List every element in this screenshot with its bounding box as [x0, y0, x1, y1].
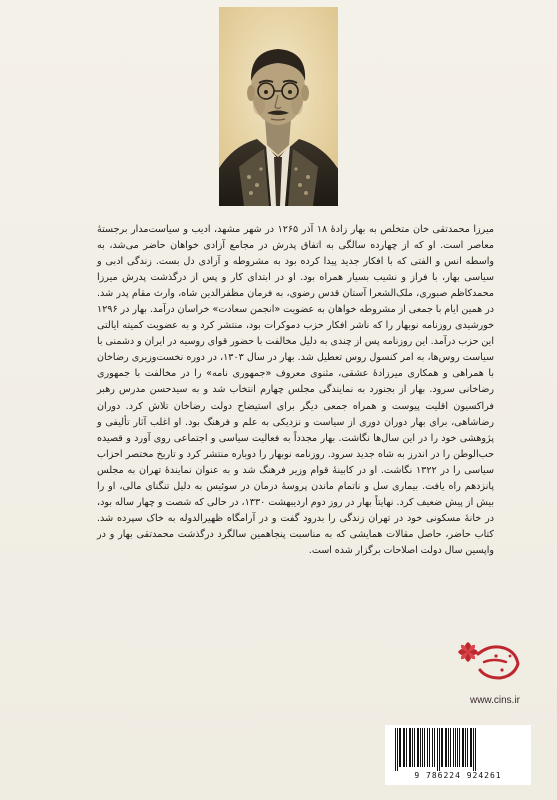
barcode-bar: [403, 728, 405, 767]
barcode-bar: [462, 728, 464, 767]
barcode-bar: [448, 728, 449, 767]
barcode-bar: [465, 728, 466, 767]
barcode-bar: [409, 728, 411, 767]
barcode-bar: [470, 728, 472, 767]
barcode-bar: [406, 728, 407, 767]
barcode-bar: [432, 728, 433, 767]
barcode-bars: [385, 725, 531, 771]
publisher-website: www.cins.ir: [469, 695, 520, 706]
barcode-bar: [429, 728, 430, 767]
barcode-bar: [437, 728, 438, 771]
barcode-bar: [422, 728, 423, 767]
barcode-bar: [434, 728, 435, 767]
barcode-bar: [441, 728, 443, 767]
barcode-bar: [467, 728, 468, 767]
barcode-bar: [450, 728, 451, 767]
barcode-bar: [420, 728, 421, 767]
barcode-bar: [417, 728, 419, 767]
barcode-bar: [427, 728, 428, 767]
author-portrait: [219, 7, 338, 206]
barcode-bar: [455, 728, 456, 767]
barcode-bar: [395, 728, 396, 771]
barcode-bar: [453, 728, 454, 767]
barcode-bar: [475, 728, 476, 771]
barcode-bar: [445, 728, 447, 767]
author-biography: میرزا محمدتقی خان متخلص به بهار زادهٔ ۱۸ آذر ۱۲۶۵ در شهر مشهد، ادیب و سیاست‌مدار برجستهٔ معاصر است. او که از چهارده سالگی به اتفاق پدرش در مجامع آزادی خواهان حاضر می‌شد، به واسطه انس و الفتی که با افکار جدید پیدا کرده بود به مشروطه و آزادی دل بست. زندگی ادبی و سیاسی بهار، با فراز و نشیب بسیار همراه بود. او در ابتدای کار و پس از درگذشت پدرش میرزا محمدکاظم صبوری، ملک‌الشعرا آستان قدس رضوی، به فرمان مظفرالدین شاه، وارث مقام پدر شد. در همین ایام با جمعی از مشروطه خواهان به عضویت «انجمن سعادت» خراسان درآمد. بهار در ۱۲۹۶ خورشیدی روزنامه نوبهار را که ناشر افکار حزب دموکرات بود، منتشر کرد و به عضویت کمیته ایالتی این حزب درآمد. این روزنامه پس از چندی به دلیل مخالفت با حضور قوای روسیه در ایران و دشمنی با سیاست روس‌ها، به امر کنسول روس تعطیل شد. بهار در سال ۱۳۰۳، در دوره نخست‌وزیری رضاخان با همراهی و همکاری میرزادهٔ عشقی، مثنوی معروف «جمهوری نامه» را در مخالفت با جمهوری رضاخانی سرود. بهار از بجنورد به نمایندگی مجلس چهارم انتخاب شد و به سیدحسن مدرس رهبر فراکسیون اقلیت پیوست و همراه جمعی دیگر برای استیضاح دولت رضاخان تلاش کرد. دوران رضاشاهی، برای بهار دوران دوری از سیاست و نزدیکی به علم و فرهنگ بود. او اغلب آثار تألیفی و پژوهشی خود را در این سال‌ها نگاشت. بهار مجدداً به فعالیت سیاسی و اجتماعی روی آورد و قصیده حب‌الوطن را در اندرز به شاه جدید سرود. روزنامه نوبهار را دوباره منتشر کرد و تاریخ مختصر احزاب سیاسی را در ۱۳۲۲ نگاشت. او در کابینهٔ قوام وزیر فرهنگ شد و به عنوان نمایندهٔ تهران به مجلس پانزدهم راه یافت. بیماری سل و ناتمام ماندن پروسهٔ درمان در سوئیس به دلیل تنگنای مالی، او را بیش از پیش ضعیف کرد. نهایتاً بهار در روز دوم اردیبهشت ۱۳۳۰، در حالی که شصت و چهار ساله بود، در خانهٔ مسکونی خود در تهران زندگی را بدرود گفت و در آرامگاه ظهیرالدوله به خاک سپرده شد. کتاب حاضر، حاصل مقالات همایشی که به مناسبت پنجاهمین سالگرد درگذشت محمدتقی بهار و در واپسین سال دولت اصلاحات برگزار شده است.: [97, 224, 495, 556]
barcode-bar: [397, 728, 398, 771]
barcode-bar: [439, 728, 440, 771]
barcode-bar: [412, 728, 413, 767]
barcode-bar: [399, 728, 401, 767]
isbn-number: 9 786224 924261: [414, 771, 502, 780]
barcode-bar: [414, 728, 415, 767]
flower-icon: [456, 632, 522, 694]
barcode-bar: [473, 728, 474, 771]
portrait-illustration: [219, 7, 338, 206]
isbn-barcode: [385, 725, 531, 785]
barcode-bar: [459, 728, 460, 767]
publisher-logo: [456, 632, 522, 694]
barcode-bar: [457, 728, 458, 767]
barcode-bar: [424, 728, 425, 767]
